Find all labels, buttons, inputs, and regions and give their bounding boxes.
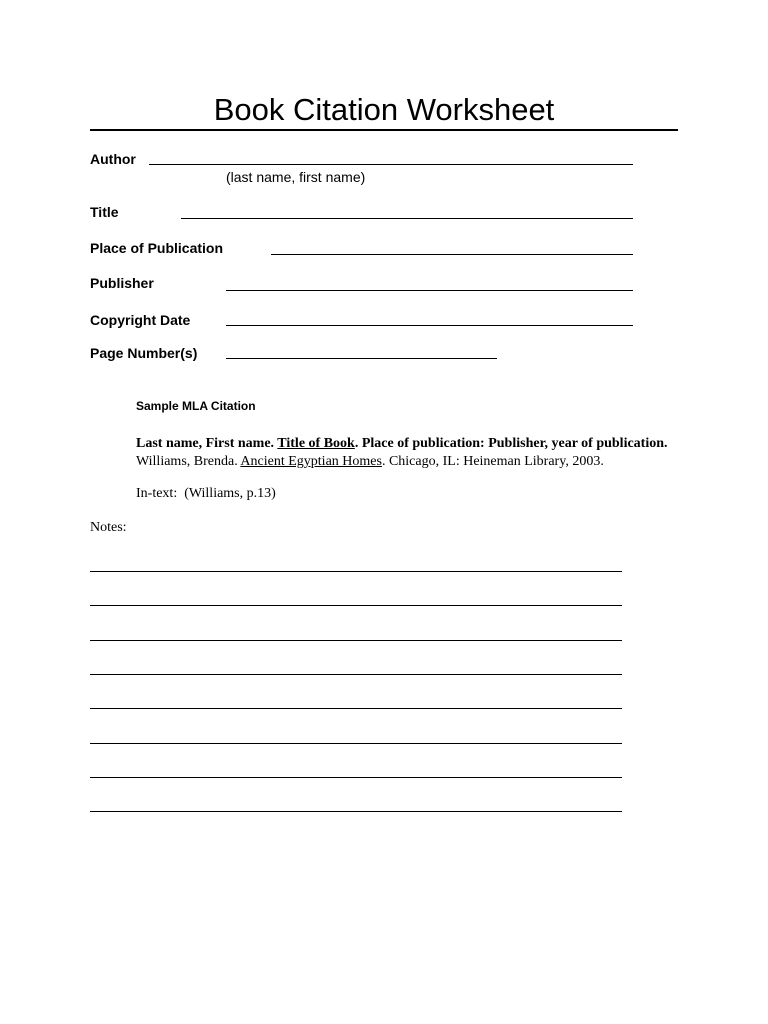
format-title-of-book: Title of Book [277, 436, 355, 451]
title-label: Title [90, 204, 119, 220]
copyright-date-label: Copyright Date [90, 312, 191, 328]
page-numbers-label: Page Number(s) [90, 345, 198, 361]
publisher-field[interactable] [226, 290, 633, 291]
example-part1: Williams, Brenda. [136, 454, 241, 469]
notes-line[interactable] [90, 605, 622, 606]
notes-line[interactable] [90, 811, 622, 812]
example-part2: . Chicago, IL: Heineman Library, 2003. [381, 454, 604, 469]
citation-example [136, 453, 604, 471]
page-numbers-field[interactable] [226, 358, 497, 359]
title-divider [90, 129, 678, 131]
format-part1: Last name, First name. [136, 436, 278, 451]
title-field[interactable] [181, 218, 633, 219]
format-part2: . Place of publication: Publisher, year of publication. [354, 436, 668, 451]
place-of-publication-label: Place of Publication [90, 240, 224, 256]
publisher-label: Publisher [90, 275, 154, 291]
notes-line[interactable] [90, 777, 622, 778]
sample-citation-heading: Sample MLA Citation [136, 399, 256, 413]
notes-line[interactable] [90, 640, 622, 641]
in-text-citation: In-text: (Williams, p.13) [136, 486, 276, 501]
notes-line[interactable] [90, 571, 622, 572]
notes-label: Notes: [90, 520, 127, 535]
author-field[interactable] [149, 164, 633, 165]
citation-format [136, 435, 668, 453]
author-hint: (last name, first name) [226, 169, 366, 185]
copyright-date-field[interactable] [226, 325, 633, 326]
example-book-title: Ancient Egyptian Homes [240, 454, 382, 469]
author-label: Author [90, 151, 136, 167]
notes-line[interactable] [90, 708, 622, 709]
notes-line[interactable] [90, 743, 622, 744]
page-title: Book Citation Worksheet [213, 92, 555, 127]
place-of-publication-field[interactable] [271, 254, 633, 255]
notes-line[interactable] [90, 674, 622, 675]
